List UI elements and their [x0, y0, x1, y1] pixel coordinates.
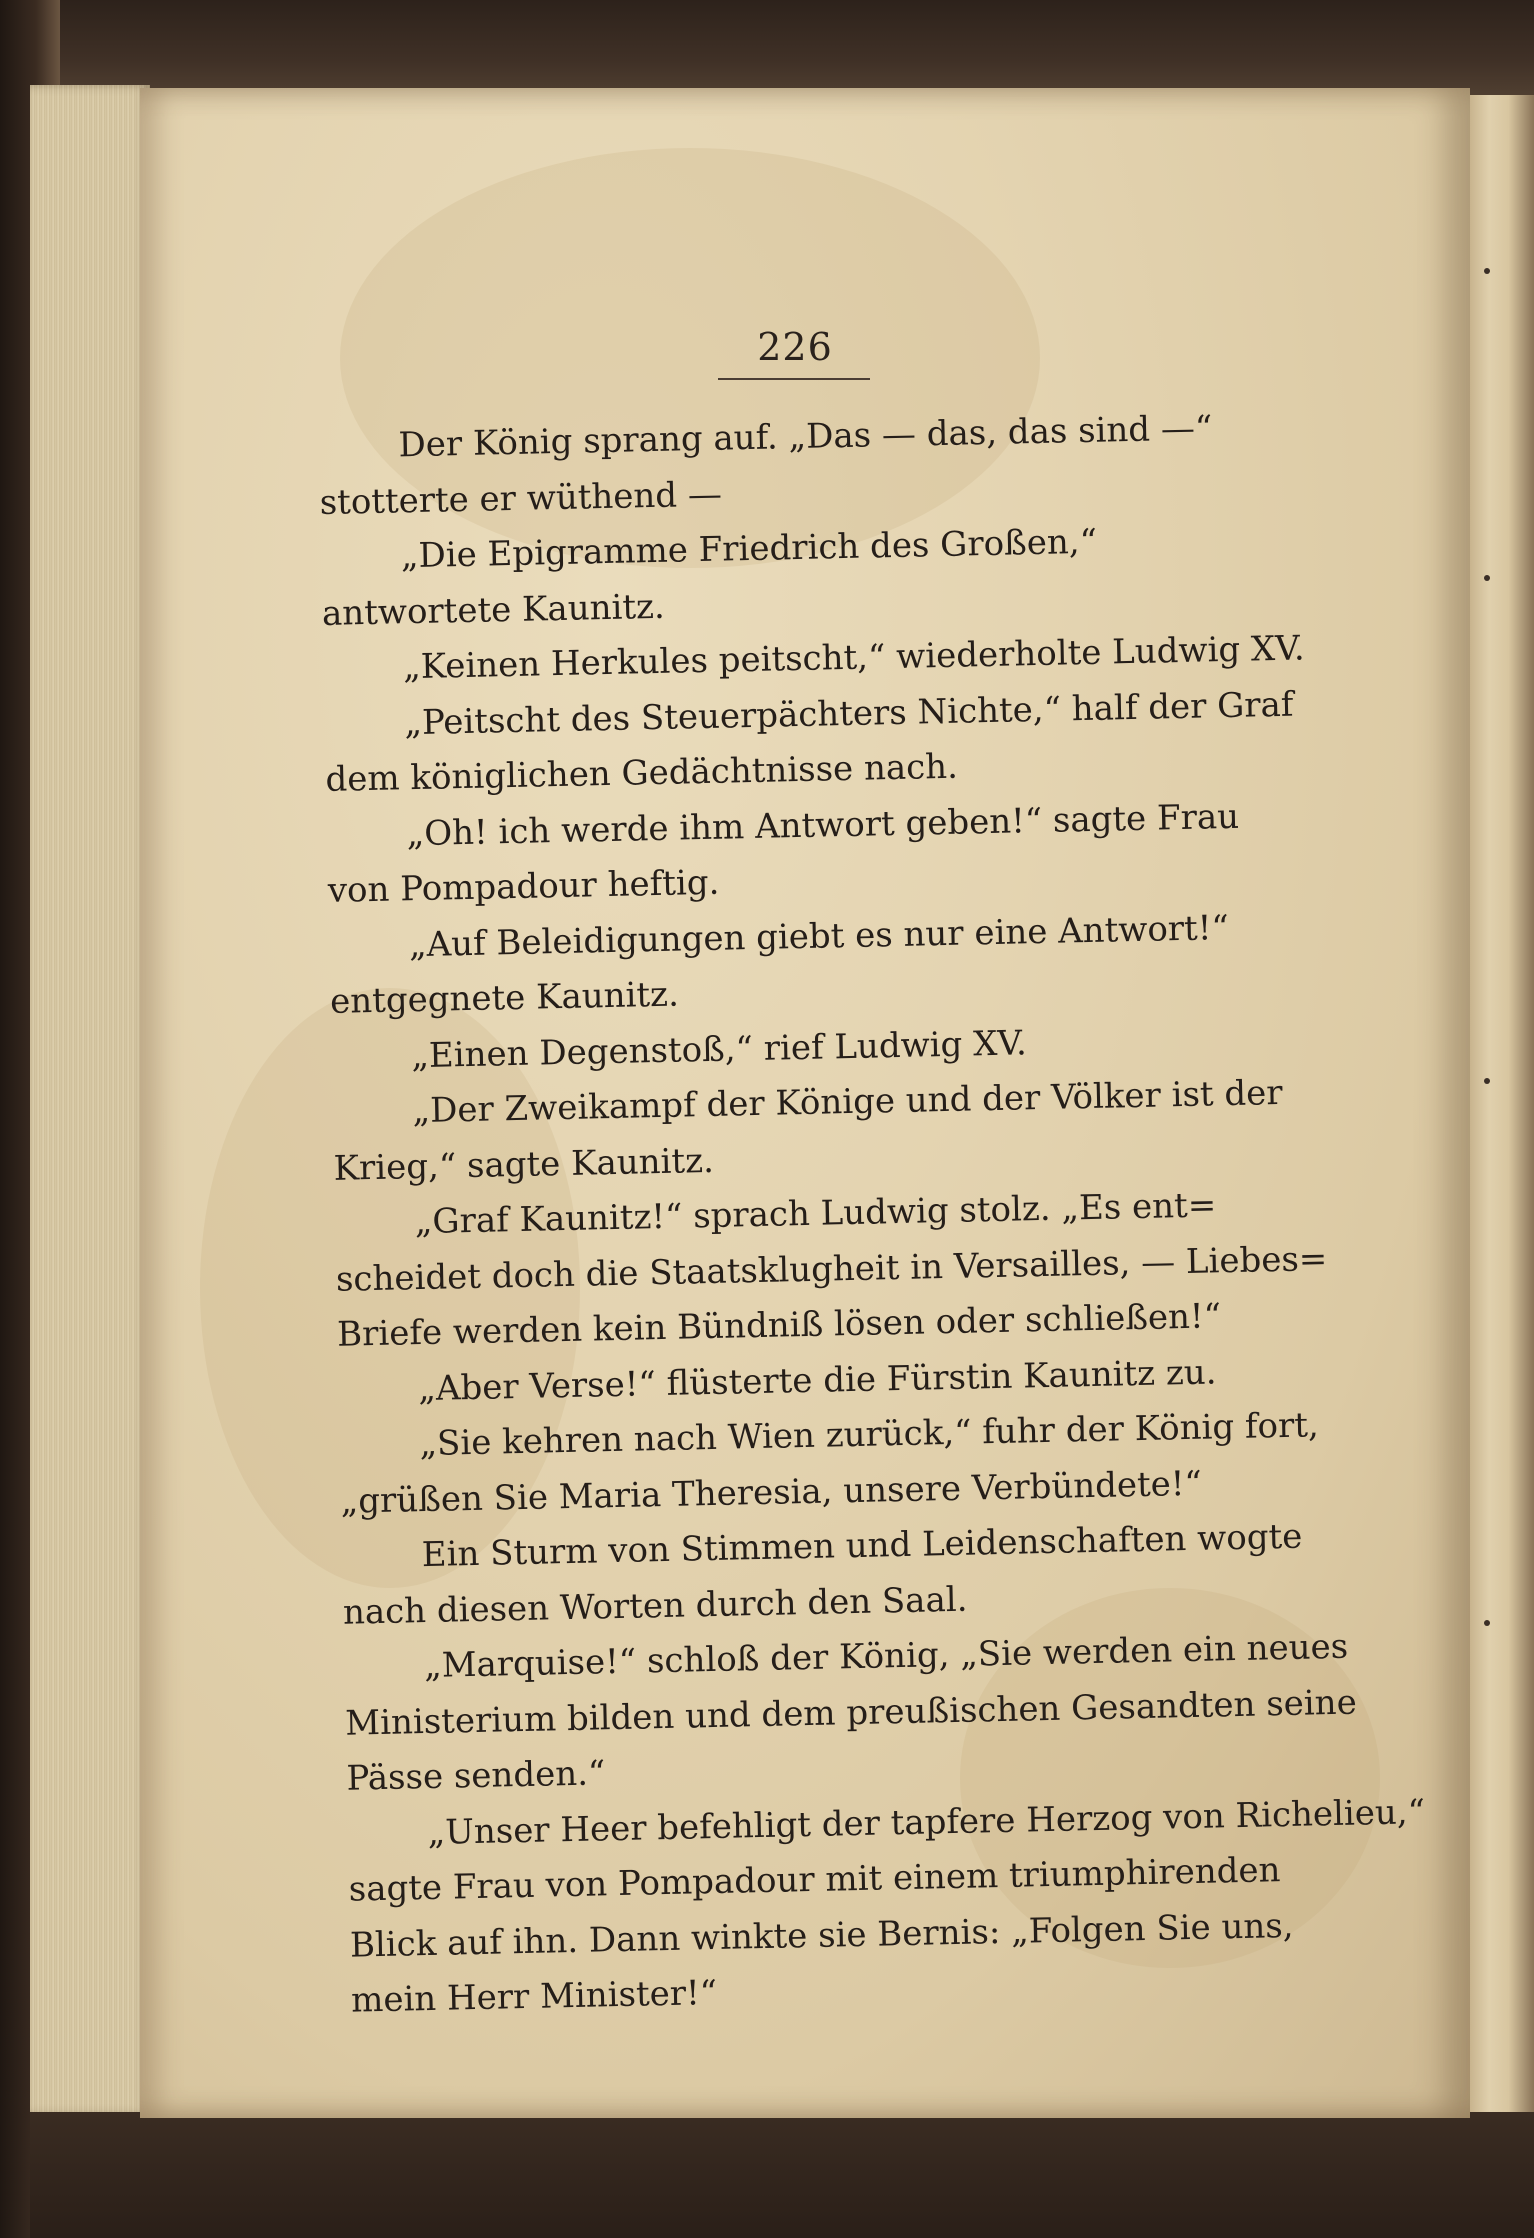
text-line: nach diesen Worten durch den Saal. — [342, 1579, 968, 1633]
text-line: Der König sprang auf. „Das — das, das sind —“ — [398, 408, 1213, 466]
text-line: entgegnete Kaunitz. — [329, 974, 680, 1022]
text-line: „Oh! ich werde ihm Antwort geben!“ sagte Frau — [406, 796, 1240, 854]
text-line: „Einen Degenstoß,“ rief Ludwig XV. — [410, 1022, 1028, 1076]
text-line: von Pompadour heftig. — [327, 862, 720, 911]
page-edges — [30, 85, 150, 2115]
header-rule — [718, 378, 870, 380]
text-line: „Peitscht des Steuerpächters Nichte,“ half der Graf — [403, 684, 1294, 743]
text-line: „Auf Beleidigungen giebt es nur eine Antwort!“ — [408, 907, 1230, 965]
text-line: Ministerium bilden und dem preußischen Gesandten seine — [344, 1682, 1358, 1744]
text-line: Briefe werden kein Bündniß lösen oder schließen!“ — [336, 1296, 1222, 1355]
book-bottom-edge — [30, 2112, 1534, 2238]
text-line: „Unser Heer befehligt der tapfere Herzog von Richelieu,“ — [427, 1791, 1426, 1853]
text-line: „Aber Verse!“ flüsterte die Fürstin Kaunitz zu. — [417, 1351, 1217, 1409]
text-line: „Keinen Herkules peitscht,“ wiederholte Ludwig XV. — [402, 628, 1305, 688]
text-line: mein Herr Minister!“ — [350, 1972, 718, 2021]
text-line: „Der Zweikampf der Könige und der Völker ist der — [412, 1072, 1283, 1132]
text-line: dem königlichen Gedächtnisse nach. — [325, 746, 959, 800]
text-line: Blick auf ihn. Dann winkte sie Bernis: „Folgen Sie uns, — [349, 1905, 1294, 1966]
text-line: Ein Sturm von Stimmen und Leidenschaften wogte — [421, 1516, 1303, 1576]
page-right-edge — [1470, 95, 1534, 2125]
margin-mark — [1484, 1620, 1490, 1626]
text-line: antwortete Kaunitz. — [321, 586, 666, 634]
text-line: Krieg,“ sagte Kaunitz. — [333, 1140, 715, 1189]
body-text — [318, 399, 1426, 2029]
margin-mark — [1484, 268, 1490, 274]
page-number: 226 — [757, 325, 833, 369]
text-line: „Graf Kaunitz!“ sprach Ludwig stolz. „Es ent= — [414, 1185, 1217, 1243]
text-line: Pässe senden.“ — [346, 1753, 606, 1799]
margin-mark — [1484, 575, 1490, 581]
text-line: stotterte er wüthend — — [319, 474, 723, 523]
text-line: „Sie kehren nach Wien zurück,“ fuhr der König fort, — [419, 1405, 1320, 1465]
text-line: sagte Frau von Pompadour mit einem triumphirenden — [348, 1850, 1281, 1910]
text-line: „Die Epigramme Friedrich des Großen,“ — [400, 521, 1098, 577]
text-line: „grüßen Sie Maria Theresia, unsere Verbündete!“ — [340, 1463, 1203, 1522]
margin-mark — [1484, 1078, 1490, 1084]
text-line: „Marquise!“ schloß der König, „Sie werden ein neues — [423, 1626, 1349, 1687]
text-line: scheidet doch die Staatsklugheit in Versailles, — Liebes= — [335, 1238, 1328, 1300]
book-cover-top — [0, 0, 1534, 100]
